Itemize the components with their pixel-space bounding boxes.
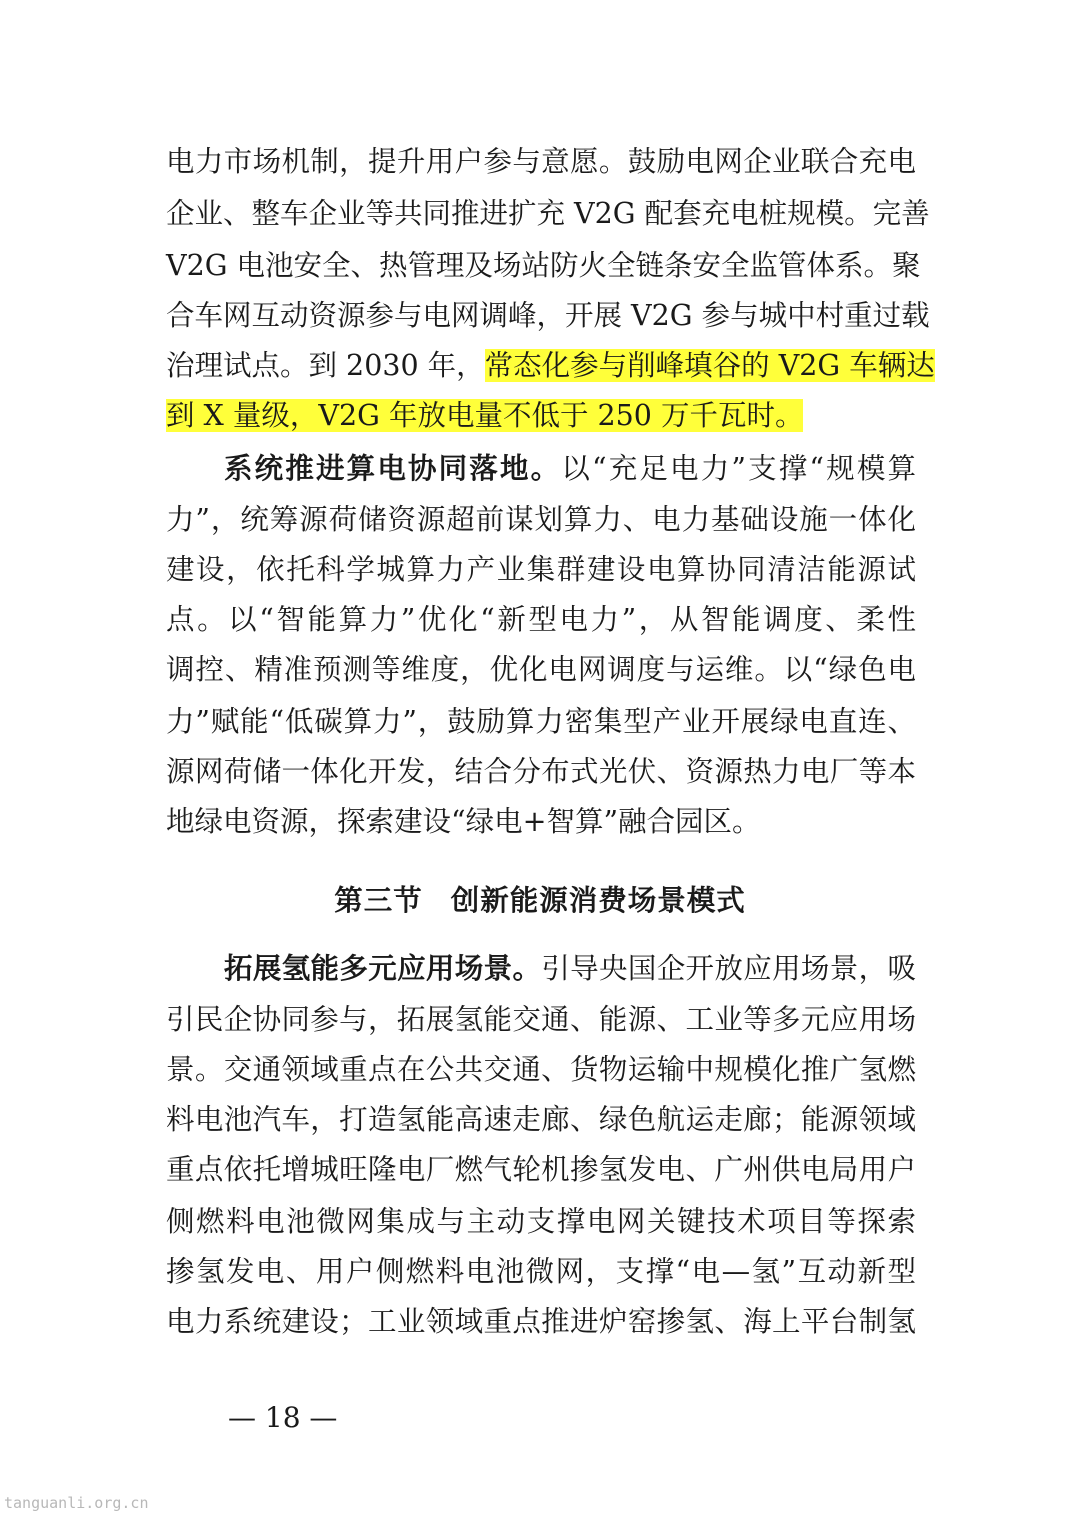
text-line: V2G 电池安全、热管理及场站防火全链条安全监管体系。聚 — [166, 249, 921, 282]
text-line: 建设，依托科学城算力产业集群建设电算协同清洁能源试 — [166, 553, 916, 586]
text-line — [224, 442, 916, 494]
text-line: 合车网互动资源参与电网调峰，开展 V2G 参与城中村重过载 — [166, 299, 930, 332]
section-number: 第三节 — [334, 883, 423, 917]
paragraph-lead: 系统推进算电协同落地。 — [224, 451, 562, 485]
text-line: 地绿电资源，探索建设“绿电+智算”融合园区。 — [166, 805, 761, 838]
text-line — [224, 942, 916, 994]
text-line: 料电池汽车，打造氢能高速走廊、绿色航运走廊；能源领域 — [166, 1103, 916, 1136]
watermark: tanguanli.org.cn — [4, 1494, 149, 1512]
text-line: 源网荷储一体化开发，结合分布式光伏、资源热力电厂等本 — [166, 755, 916, 788]
text-line: 引民企协同参与，拓展氢能交通、能源、工业等多元应用场 — [166, 1003, 916, 1036]
text-line: 电力系统建设；工业领域重点推进炉窑掺氢、海上平台制氢 — [166, 1305, 916, 1338]
text-line: 重点依托增城旺隆电厂燃气轮机掺氢发电、广州供电局用户 — [166, 1153, 916, 1186]
highlighted-text: 到 X 量级，V2G 年放电量不低于 250 万千瓦时。 — [166, 399, 804, 432]
text-line: 景。交通领域重点在公共交通、货物运输中规模化推广氢燃 — [166, 1053, 916, 1086]
text-line: 力”赋能“低碳算力”，鼓励算力密集型产业开展绿电直连、 — [166, 705, 916, 738]
paragraph-lead: 拓展氢能多元应用场景。 — [224, 951, 542, 985]
text-line: 力”，统筹源荷储资源超前谋划算力、电力基础设施一体化 — [166, 503, 916, 536]
section-heading — [0, 874, 1080, 926]
text-line: 调控、精准预测等维度，优化电网调度与运维。以“绿色电 — [166, 653, 916, 686]
text-line — [166, 340, 935, 392]
text-line: 掺氢发电、用户侧燃料电池微网，支撑“电—氢”互动新型 — [166, 1255, 916, 1288]
text-plain: 治理试点。到 2030 年， — [166, 349, 485, 382]
text-line: 点。以“智能算力”优化“新型电力”，从智能调度、柔性 — [166, 603, 916, 636]
text-line — [166, 390, 916, 442]
text-line: 电力市场机制，提升用户参与意愿。鼓励电网企业联合充电 — [166, 145, 916, 178]
text-line: 企业、整车企业等共同推进扩充 V2G 配套充电桩规模。完善 — [166, 197, 930, 230]
highlighted-text: 常态化参与削峰填谷的 V2G 车辆达 — [484, 349, 935, 382]
text-plain: 引导央国企开放应用场景，吸 — [541, 952, 916, 985]
text-plain: 以“充足电力”支撑“规模算 — [561, 452, 916, 485]
text-line: 侧燃料电池微网集成与主动支撑电网关键技术项目等探索 — [166, 1205, 916, 1238]
page-number: — 18 — — [228, 1401, 338, 1434]
section-title: 创新能源消费场景模式 — [450, 883, 746, 917]
